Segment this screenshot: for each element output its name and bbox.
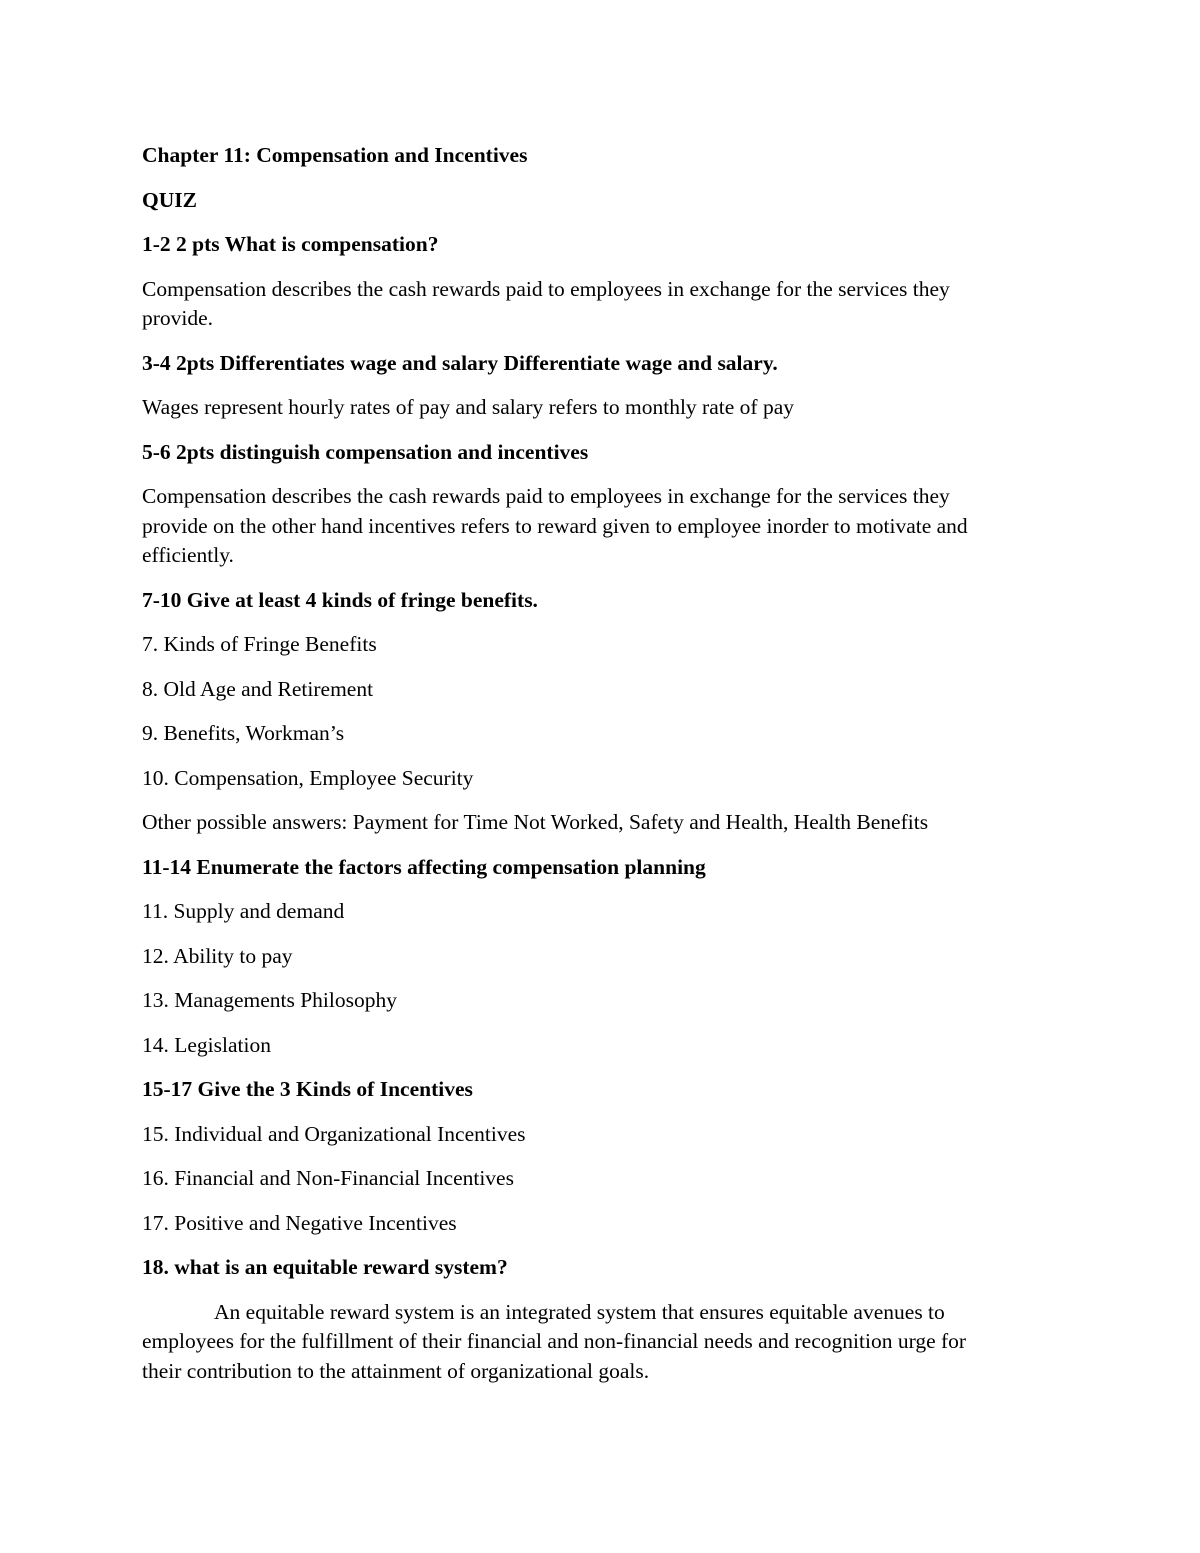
answer-7-line-2: employees for the fulfillment of their financial and non-financial needs and recognition urge for xyxy=(142,1329,967,1353)
answer-3-line-3: efficiently. xyxy=(142,543,234,567)
answer-7-line-3: their contribution to the attainment of organizational goals. xyxy=(142,1358,650,1383)
question-5: 11-14 Enumerate the factors affecting compensation planning xyxy=(142,854,706,879)
answer-3-line-2: provide on the other hand incentives refers to reward given to employee inorder to motivate and xyxy=(142,513,968,538)
answer-1-line-1: Compensation describes the cash rewards paid to employees in exchange for the services they xyxy=(142,276,950,301)
list-item: 17. Positive and Negative Incentives xyxy=(142,1210,457,1235)
other-answers: Other possible answers: Payment for Time Not Worked, Safety and Health, Health Benefits xyxy=(142,810,929,834)
list-item: 15. Individual and Organizational Incentives xyxy=(142,1121,526,1146)
quiz-label: QUIZ xyxy=(142,187,197,212)
document-body xyxy=(142,141,1062,1386)
list-item: 7. Kinds of Fringe Benefits xyxy=(142,632,377,656)
list-item: 13. Managements Philosophy xyxy=(142,988,397,1012)
list-item: 10. Compensation, Employee Security xyxy=(142,765,474,790)
list-item: 16. Financial and Non-Financial Incentives xyxy=(142,1166,514,1190)
question-4: 7-10 Give at least 4 kinds of fringe benefits. xyxy=(142,587,538,612)
list-item: 9. Benefits, Workman’s xyxy=(142,721,345,745)
answer-2: Wages represent hourly rates of pay and salary refers to monthly rate of pay xyxy=(142,395,794,419)
answer-3-line-1: Compensation describes the cash rewards paid to employees in exchange for the services they xyxy=(142,484,950,508)
list-item: 8. Old Age and Retirement xyxy=(142,676,374,701)
list-item: 11. Supply and demand xyxy=(142,899,345,923)
question-6: 15-17 Give the 3 Kinds of Incentives xyxy=(142,1077,473,1101)
list-item: 12. Ability to pay xyxy=(142,943,293,968)
answer-7-line-1: An equitable reward system is an integrated system that ensures equitable avenues to xyxy=(214,1299,945,1324)
list-item: 14. Legislation xyxy=(142,1032,271,1057)
question-7: 18. what is an equitable reward system? xyxy=(142,1255,508,1279)
question-3: 5-6 2pts distinguish compensation and incentives xyxy=(142,439,589,464)
answer-1-line-2: provide. xyxy=(142,306,214,330)
question-2: 3-4 2pts Differentiates wage and salary Differentiate wage and salary. xyxy=(142,350,778,375)
question-1: 1-2 2 pts What is compensation? xyxy=(142,232,439,256)
chapter-title: Chapter 11: Compensation and Incentives xyxy=(142,143,528,167)
